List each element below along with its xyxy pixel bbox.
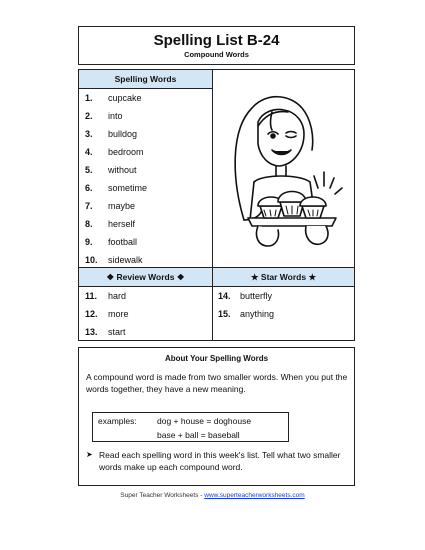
item-word: into	[108, 111, 123, 121]
review-star-section	[79, 267, 354, 340]
list-item	[79, 107, 213, 125]
item-number: 3.	[85, 129, 93, 139]
item-number: 15.	[218, 309, 231, 319]
review-words-heading: ❖ Review Words ❖	[79, 268, 212, 287]
list-item	[79, 161, 213, 179]
about-box	[78, 347, 355, 486]
example-line: base + ball = baseball	[157, 430, 240, 440]
item-word: without	[108, 165, 137, 175]
item-word: hard	[108, 291, 127, 301]
page-subtitle: Compound Words	[184, 50, 249, 59]
list-item	[79, 89, 213, 107]
item-number: 5.	[85, 165, 93, 175]
item-number: 12.	[85, 309, 98, 319]
instruction	[86, 449, 348, 473]
footer-text: Super Teacher Worksheets -	[120, 492, 205, 499]
list-item	[79, 287, 212, 305]
footer-link[interactable]: www.superteacherworksheets.com	[204, 492, 305, 499]
item-word: maybe	[108, 201, 136, 211]
item-word: bedroom	[108, 147, 144, 157]
list-item	[79, 323, 212, 341]
page-title: Spelling List B-24	[153, 32, 280, 49]
spelling-words-list	[79, 89, 213, 269]
about-paragraph: A compound word is made from two smaller words. When you put the words together, they have a new meaning.	[86, 372, 348, 394]
item-number: 10.	[85, 255, 98, 265]
list-item	[213, 287, 354, 305]
examples-box	[92, 412, 289, 442]
about-heading: About Your Spelling Words	[164, 354, 269, 363]
item-word: start	[108, 327, 126, 337]
item-number: 9.	[85, 237, 93, 247]
item-number: 7.	[85, 201, 93, 211]
item-number: 13.	[85, 327, 98, 337]
footer	[0, 492, 425, 499]
list-item	[79, 197, 213, 215]
item-number: 2.	[85, 111, 93, 121]
item-word: herself	[108, 219, 136, 229]
item-word: cupcake	[108, 93, 142, 103]
item-number: 11.	[85, 291, 98, 301]
list-item	[79, 179, 213, 197]
word-lists-box	[78, 69, 355, 341]
illustration	[214, 70, 355, 267]
star-words-column	[213, 268, 354, 341]
item-word: butterfly	[240, 291, 273, 301]
spelling-words-column	[79, 70, 213, 267]
item-word: more	[108, 309, 129, 319]
list-item	[79, 233, 213, 251]
arrowhead-bullet-icon: ➤	[86, 450, 93, 459]
item-word: sidewalk	[108, 255, 143, 265]
star-words-heading: ★ Star Words ★	[213, 268, 354, 287]
title-box	[78, 26, 355, 65]
list-item	[79, 125, 213, 143]
list-item	[213, 305, 354, 323]
item-word: football	[108, 237, 138, 247]
review-words-column	[79, 268, 213, 341]
item-word: sometime	[108, 183, 148, 193]
spelling-words-heading: Spelling Words	[79, 70, 212, 89]
example-line: dog + house = doghouse	[157, 416, 252, 426]
item-word: anything	[240, 309, 275, 319]
item-word: bulldog	[108, 129, 138, 139]
girl-holding-cupcake-tray-icon	[214, 70, 355, 267]
item-number: 1.	[85, 93, 93, 103]
item-number: 6.	[85, 183, 93, 193]
item-number: 4.	[85, 147, 93, 157]
examples-label: examples:	[98, 416, 137, 426]
item-number: 14.	[218, 291, 231, 301]
list-item	[79, 143, 213, 161]
item-number: 8.	[85, 219, 93, 229]
instruction-text: Read each spelling word in this week's list. Tell what two smaller words make up each compound word.	[99, 450, 341, 472]
list-item	[79, 305, 212, 323]
list-item	[79, 215, 213, 233]
